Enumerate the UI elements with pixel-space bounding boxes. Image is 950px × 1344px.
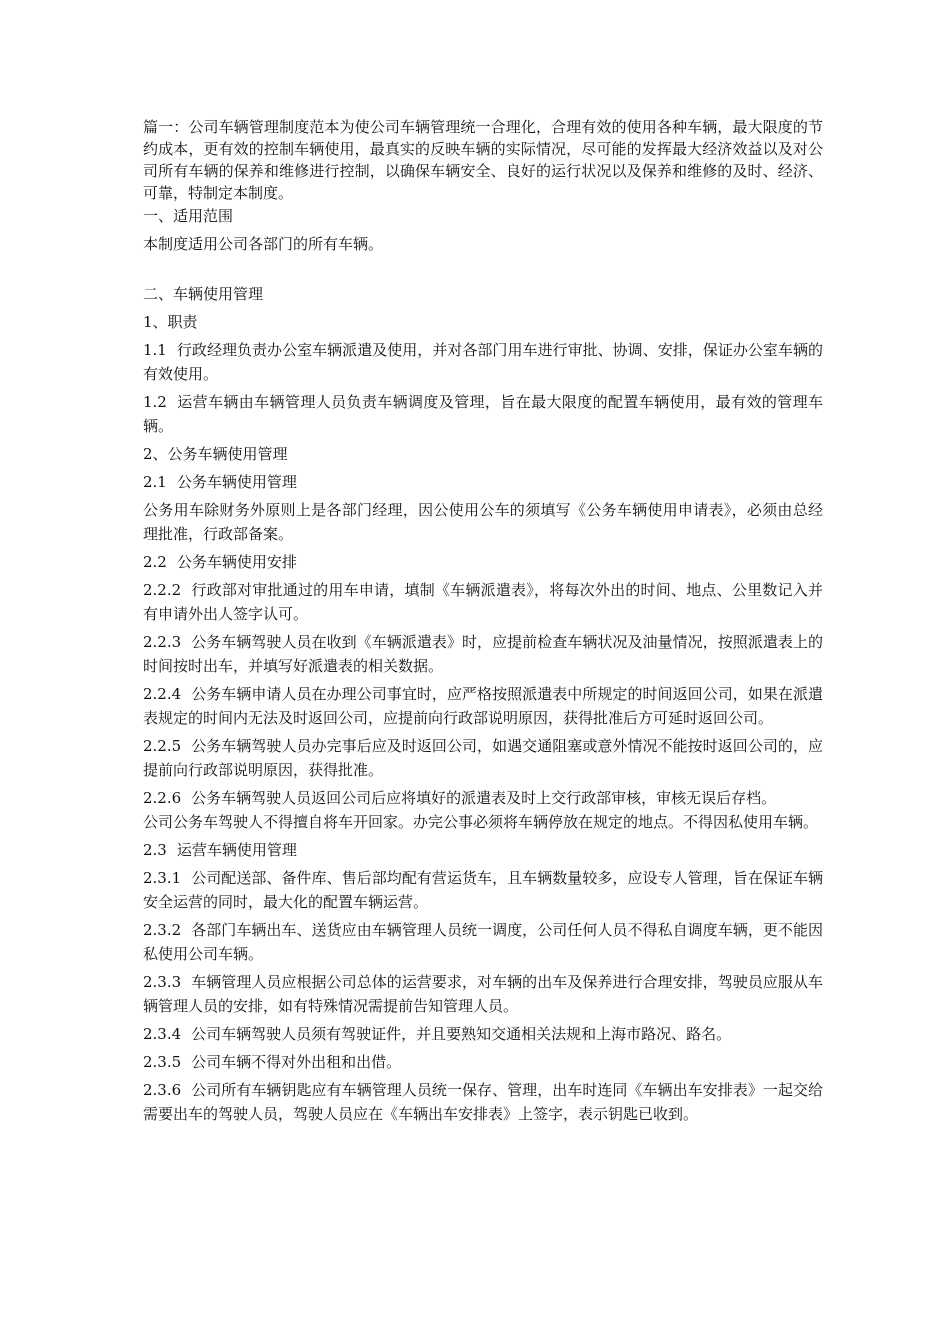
clause-number: 1.1 bbox=[143, 341, 167, 359]
intro-paragraph: 篇一：公司车辆管理制度范本为使公司车辆管理统一合理化，合理有效的使用各种车辆，最大限度的节约成本，更有效的控制车辆使用，最真实的反映车辆的实际情况，尽可能的发挥最大经济效益以及对公司所有车辆的保养和维修进行控制，以确保车辆安全、良好的运行状况以及保养和维修的及时、经济、可靠，特制定本制度。 bbox=[143, 118, 823, 202]
clause-text: 各部门车辆出车、送货应由车辆管理人员统一调度，公司任何人员不得私自调度车辆，更不能因私使用公司车辆。 bbox=[143, 921, 823, 963]
clause-text: 公务车辆驾驶人员返回公司后应将填好的派遣表及时上交行政部审核，审核无误后存档。 bbox=[191, 789, 777, 807]
clause-2-3-2 bbox=[143, 918, 823, 966]
clause-text: 车辆管理人员应根据公司总体的运营要求，对车辆的出车及保养进行合理安排，驾驶员应服从车辆管理人员的安排，如有特殊情况需提前告知管理人员。 bbox=[143, 973, 823, 1015]
clause-2-2-6 bbox=[143, 786, 823, 810]
clause-number: 2.3.1 bbox=[143, 869, 182, 887]
clause-2-2-4 bbox=[143, 682, 823, 730]
clause-number: 2.2 bbox=[143, 553, 167, 571]
clause-text: 公务车辆申请人员在办理公司事宜时，应严格按照派遣表中所规定的时间返回公司，如果在派遣表规定的时间内无法及时返回公司，应提前向行政部说明原因，获得批准后方可延时返回公司。 bbox=[143, 685, 823, 727]
clause-number: 2.3.5 bbox=[143, 1053, 182, 1071]
clause-number: 2.3.4 bbox=[143, 1025, 182, 1043]
clause-2-3-3 bbox=[143, 970, 823, 1018]
clause-2-3-6 bbox=[143, 1078, 823, 1126]
clause-number: 2.3.3 bbox=[143, 973, 182, 991]
clause-text: 公务车辆驾驶人员在收到《车辆派遣表》时，应提前检查车辆状况及油量情况，按照派遣表上的时间按时出车，并填写好派遣表的相关数据。 bbox=[143, 633, 823, 675]
clause-2-3-1 bbox=[143, 866, 823, 914]
clause-number: 2.1 bbox=[143, 473, 167, 491]
section-heading-scope: 一、适用范围 bbox=[143, 207, 234, 225]
clause-2-3-4 bbox=[143, 1022, 823, 1046]
clause-number: 2.2.6 bbox=[143, 789, 182, 807]
clause-2-3-5 bbox=[143, 1050, 823, 1074]
scope-text: 本制度适用公司各部门的所有车辆。 bbox=[143, 235, 384, 253]
subsection-heading-duties: 1、职责 bbox=[143, 313, 198, 331]
document-page bbox=[143, 116, 823, 1126]
clause-number: 2.2.3 bbox=[143, 633, 182, 651]
clause-2-3 bbox=[143, 838, 823, 862]
clause-2-2 bbox=[143, 550, 823, 574]
clause-2-2-3 bbox=[143, 630, 823, 678]
clause-number: 2.3 bbox=[143, 841, 167, 859]
clause-text: 公务车辆使用安排 bbox=[176, 553, 297, 571]
clause-text: 公司配送部、备件库、售后部均配有营运货车，且车辆数量较多，应设专人管理，旨在保证车辆安全运营的同时，最大化的配置车辆运营。 bbox=[143, 869, 823, 911]
clause-number: 1.2 bbox=[143, 393, 167, 411]
clause-number: 2.3.2 bbox=[143, 921, 182, 939]
clause-number: 2.3.6 bbox=[143, 1081, 182, 1099]
clause-2-2-5 bbox=[143, 734, 823, 782]
clause-2-2-2 bbox=[143, 578, 823, 626]
clause-number: 2.2.4 bbox=[143, 685, 182, 703]
clause-number: 2.2.5 bbox=[143, 737, 182, 755]
section-heading-vehicle-use: 二、车辆使用管理 bbox=[143, 285, 264, 303]
subsection-heading-official-vehicles: 2、公务车辆使用管理 bbox=[143, 445, 288, 463]
clause-text: 运营车辆由车辆管理人员负责车辆调度及管理，旨在最大限度的配置车辆使用，最有效的管理车辆。 bbox=[143, 393, 823, 435]
clause-text: 公务车辆使用管理 bbox=[176, 473, 297, 491]
clause-1-1 bbox=[143, 338, 823, 386]
clause-text: 公司所有车辆钥匙应有车辆管理人员统一保存、管理，出车时连同《车辆出车安排表》一起交给需要出车的驾驶人员，驾驶人员应在《车辆出车安排表》上签字，表示钥匙已收到。 bbox=[143, 1081, 823, 1123]
clause-text: 行政经理负责办公室车辆派遣及使用，并对各部门用车进行审批、协调、安排，保证办公室车辆的有效使用。 bbox=[143, 341, 823, 383]
clause-text: 公务车辆驾驶人员办完事后应及时返回公司，如遇交通阻塞或意外情况不能按时返回公司的，应提前向行政部说明原因，获得批准。 bbox=[143, 737, 823, 779]
clause-text: 运营车辆使用管理 bbox=[176, 841, 297, 859]
clause-text: 公司车辆驾驶人员须有驾驶证件，并且要熟知交通相关法规和上海市路况、路名。 bbox=[191, 1025, 732, 1043]
clause-number: 2.2.2 bbox=[143, 581, 182, 599]
clause-2-1 bbox=[143, 470, 823, 494]
clause-2-2-6-note: 公司公务车驾驶人不得擅自将车开回家。办完公事必须将车辆停放在规定的地点。不得因私使用车辆。 bbox=[143, 813, 819, 831]
clause-2-1-text: 公务用车除财务外原则上是各部门经理，因公使用公车的须填写《公务车辆使用申请表》，必须由总经理批准，行政部备案。 bbox=[143, 501, 823, 543]
clause-text: 公司车辆不得对外出租和出借。 bbox=[191, 1053, 402, 1071]
clause-1-2 bbox=[143, 390, 823, 438]
clause-text: 行政部对审批通过的用车申请，填制《车辆派遣表》，将每次外出的时间、地点、公里数记入并有申请外出人签字认可。 bbox=[143, 581, 823, 623]
intro-section bbox=[143, 116, 823, 204]
